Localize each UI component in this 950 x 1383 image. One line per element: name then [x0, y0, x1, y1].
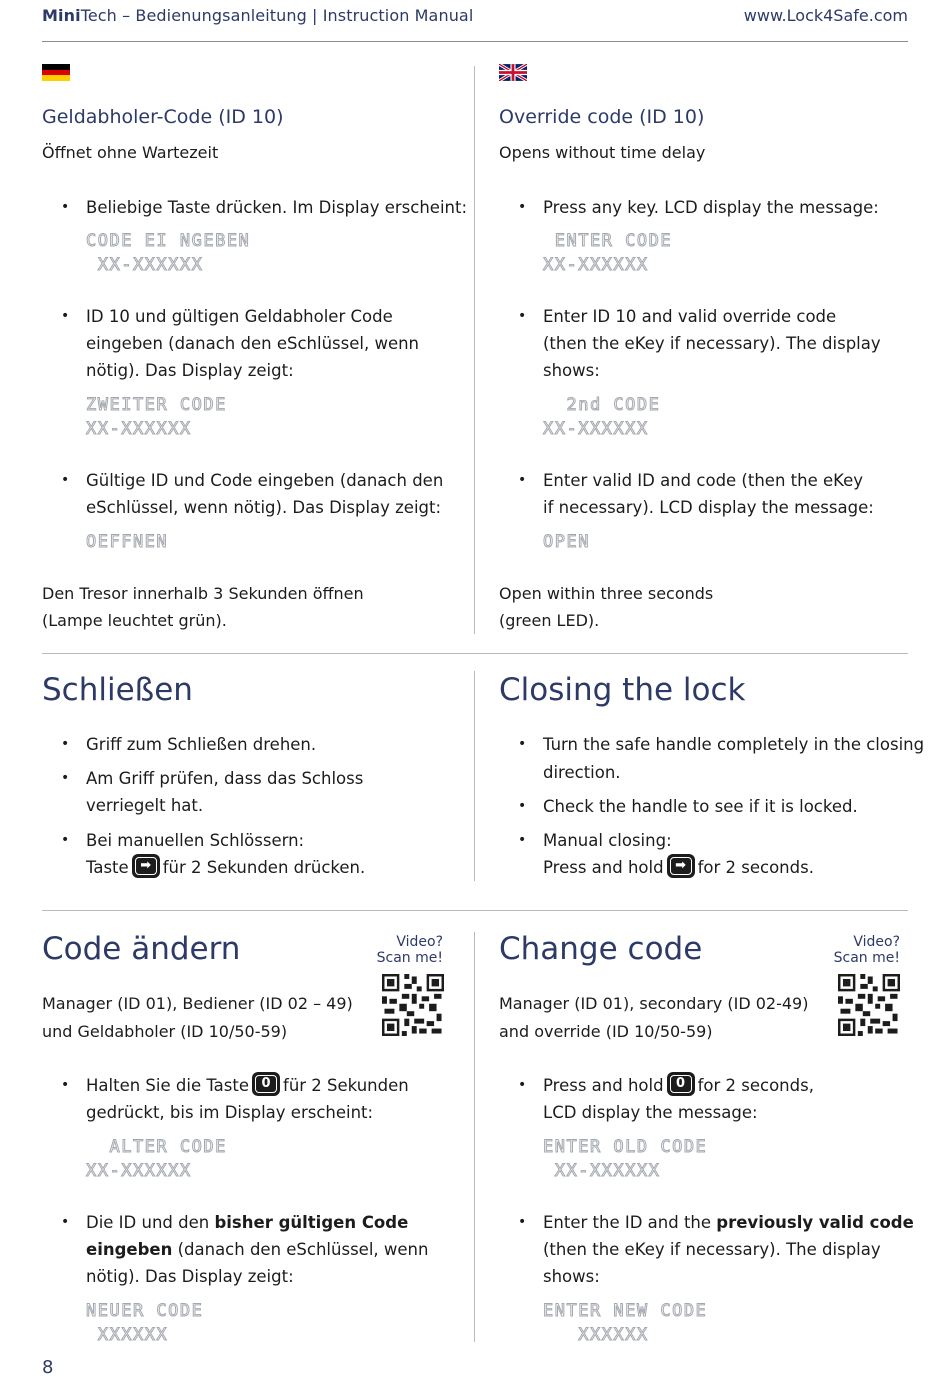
- list-item: • Enter the ID and the previously valid code: [518, 1213, 914, 1232]
- list-item-continued: verriegelt hat.: [86, 796, 204, 815]
- lcd-display-text: XX-XXXXXX: [86, 419, 192, 439]
- list-item: • Check the handle to see if it is locked.: [518, 797, 858, 816]
- lcd-display-text: NEUER CODE: [86, 1301, 204, 1321]
- list-item-continued: direction.: [543, 763, 621, 782]
- lcd-display-text: XX-XXXXXX: [86, 1161, 192, 1181]
- website-link[interactable]: www.Lock4Safe.com: [743, 6, 908, 25]
- manual-title: Tech – Bedienungsanleitung | Instruction Manual: [80, 6, 474, 25]
- list-item-continued: if necessary). LCD display the message:: [543, 498, 874, 517]
- change-code-intro-en: Manager (ID 01), secondary (ID 02-49): [499, 994, 809, 1013]
- list-item: • Press any key. LCD display the message:: [518, 198, 879, 217]
- zero-key-icon: 0: [667, 1072, 695, 1096]
- list-item: • Griff zum Schließen drehen.: [61, 735, 317, 754]
- list-item: • Gültige ID und Code eingeben (danach den: [61, 471, 444, 490]
- scan-label: Scan me!: [376, 950, 443, 966]
- lcd-display-text: XX-XXXXXX: [86, 255, 204, 275]
- list-item-continued: (then the eKey if necessary). The display: [543, 1240, 881, 1259]
- section-divider: [42, 910, 908, 911]
- list-item-continued: nötig). Das Display zeigt:: [86, 361, 294, 380]
- list-item-continued: Taste ➡ für 2 Sekunden drücken.: [86, 854, 365, 881]
- video-label: Video?: [853, 934, 900, 950]
- column-divider: [474, 932, 475, 1342]
- arrow-right-icon: ➡: [132, 854, 160, 878]
- list-item: • ID 10 und gültigen Geldabholer Code: [61, 307, 393, 326]
- closing-title-en: Closing the lock: [499, 672, 746, 708]
- list-item: • Die ID und den bisher gültigen Code: [61, 1213, 409, 1232]
- list-item-continued: eingeben (danach den eSchlüssel, wenn: [86, 1240, 429, 1259]
- lcd-display-text: XXXXXX: [86, 1325, 169, 1345]
- closing-note-de: (Lampe leuchtet grün).: [42, 611, 227, 630]
- lcd-display-text: XX-XXXXXX: [543, 1161, 661, 1181]
- list-item: • Am Griff prüfen, dass das Schloss: [61, 769, 364, 788]
- change-code-title-en: Change code: [499, 931, 703, 967]
- lcd-display-text: XX-XXXXXX: [543, 419, 649, 439]
- override-title-en: Override code (ID 10): [499, 106, 705, 128]
- closing-note-en: Open within three seconds: [499, 584, 714, 603]
- change-code-intro-de: und Geldabholer (ID 10/50-59): [42, 1022, 288, 1041]
- arrow-right-icon: ➡: [667, 854, 695, 878]
- list-item-continued: shows:: [543, 361, 600, 380]
- lcd-display-text: OEFFNEN: [86, 532, 169, 552]
- brand-name: Mini: [42, 6, 81, 25]
- lcd-display-text: OPEN: [543, 532, 590, 552]
- german-flag-icon: [42, 64, 70, 81]
- qr-code-icon[interactable]: [382, 974, 444, 1036]
- uk-flag-icon: [499, 64, 527, 81]
- lcd-display-text: ENTER CODE: [543, 231, 673, 251]
- list-item: • Press and hold 0 for 2 seconds,: [543, 1072, 814, 1099]
- video-label: Video?: [396, 934, 443, 950]
- column-divider: [474, 671, 475, 881]
- change-code-intro-de: Manager (ID 01), Bediener (ID 02 – 49): [42, 994, 353, 1013]
- list-item: • Manual closing:: [518, 831, 672, 850]
- header-title: [42, 6, 473, 25]
- list-item: • Bei manuellen Schlössern:: [61, 831, 305, 850]
- change-code-intro-en: and override (ID 10/50-59): [499, 1022, 713, 1041]
- lcd-display-text: XXXXXX: [543, 1325, 649, 1345]
- list-item-continued: eingeben (danach den eSchlüssel, wenn: [86, 334, 420, 353]
- closing-note-en: (green LED).: [499, 611, 600, 630]
- list-item-continued: Press and hold ➡ for 2 seconds.: [543, 854, 814, 881]
- override-subtitle-en: Opens without time delay: [499, 143, 706, 162]
- list-item-continued: gedrückt, bis im Display erscheint:: [86, 1103, 374, 1122]
- list-item: • Enter ID 10 and valid override code: [518, 307, 837, 326]
- header-divider: [42, 41, 908, 42]
- lcd-display-text: ZWEITER CODE: [86, 395, 227, 415]
- lcd-display-text: XX-XXXXXX: [543, 255, 649, 275]
- list-item: • Halten Sie die Taste 0 für 2 Sekunden: [86, 1072, 409, 1099]
- zero-key-icon: 0: [252, 1072, 280, 1096]
- list-item-continued: LCD display the message:: [543, 1103, 758, 1122]
- video-hint-en: [834, 934, 900, 966]
- override-subtitle-de: Öffnet ohne Wartezeit: [42, 143, 219, 162]
- lcd-display-text: ENTER OLD CODE: [543, 1137, 708, 1157]
- change-code-title-de: Code ändern: [42, 931, 241, 967]
- column-divider: [474, 66, 475, 634]
- qr-code-icon[interactable]: [838, 974, 900, 1036]
- lcd-display-text: 2nd CODE: [543, 395, 661, 415]
- video-hint-de: [377, 934, 443, 966]
- section-divider: [42, 653, 908, 654]
- closing-title-de: Schließen: [42, 672, 193, 708]
- list-item-continued: nötig). Das Display zeigt:: [86, 1267, 294, 1286]
- override-title-de: Geldabholer-Code (ID 10): [42, 106, 284, 128]
- lcd-display-text: CODE EI NGEBEN: [86, 231, 251, 251]
- list-item: • Beliebige Taste drücken. Im Display erscheint:: [61, 198, 468, 217]
- page-number: 8: [42, 1357, 54, 1378]
- closing-note-de: Den Tresor innerhalb 3 Sekunden öffnen: [42, 584, 364, 603]
- scan-label: Scan me!: [833, 950, 900, 966]
- list-item-continued: (then the eKey if necessary). The display: [543, 334, 881, 353]
- list-item: • Enter valid ID and code (then the eKey: [518, 471, 864, 490]
- list-item-continued: eSchlüssel, wenn nötig). Das Display zeigt:: [86, 498, 442, 517]
- list-item-continued: shows:: [543, 1267, 600, 1286]
- list-item: • Turn the safe handle completely in the closing: [518, 735, 925, 754]
- lcd-display-text: ENTER NEW CODE: [543, 1301, 708, 1321]
- lcd-display-text: ALTER CODE: [86, 1137, 227, 1157]
